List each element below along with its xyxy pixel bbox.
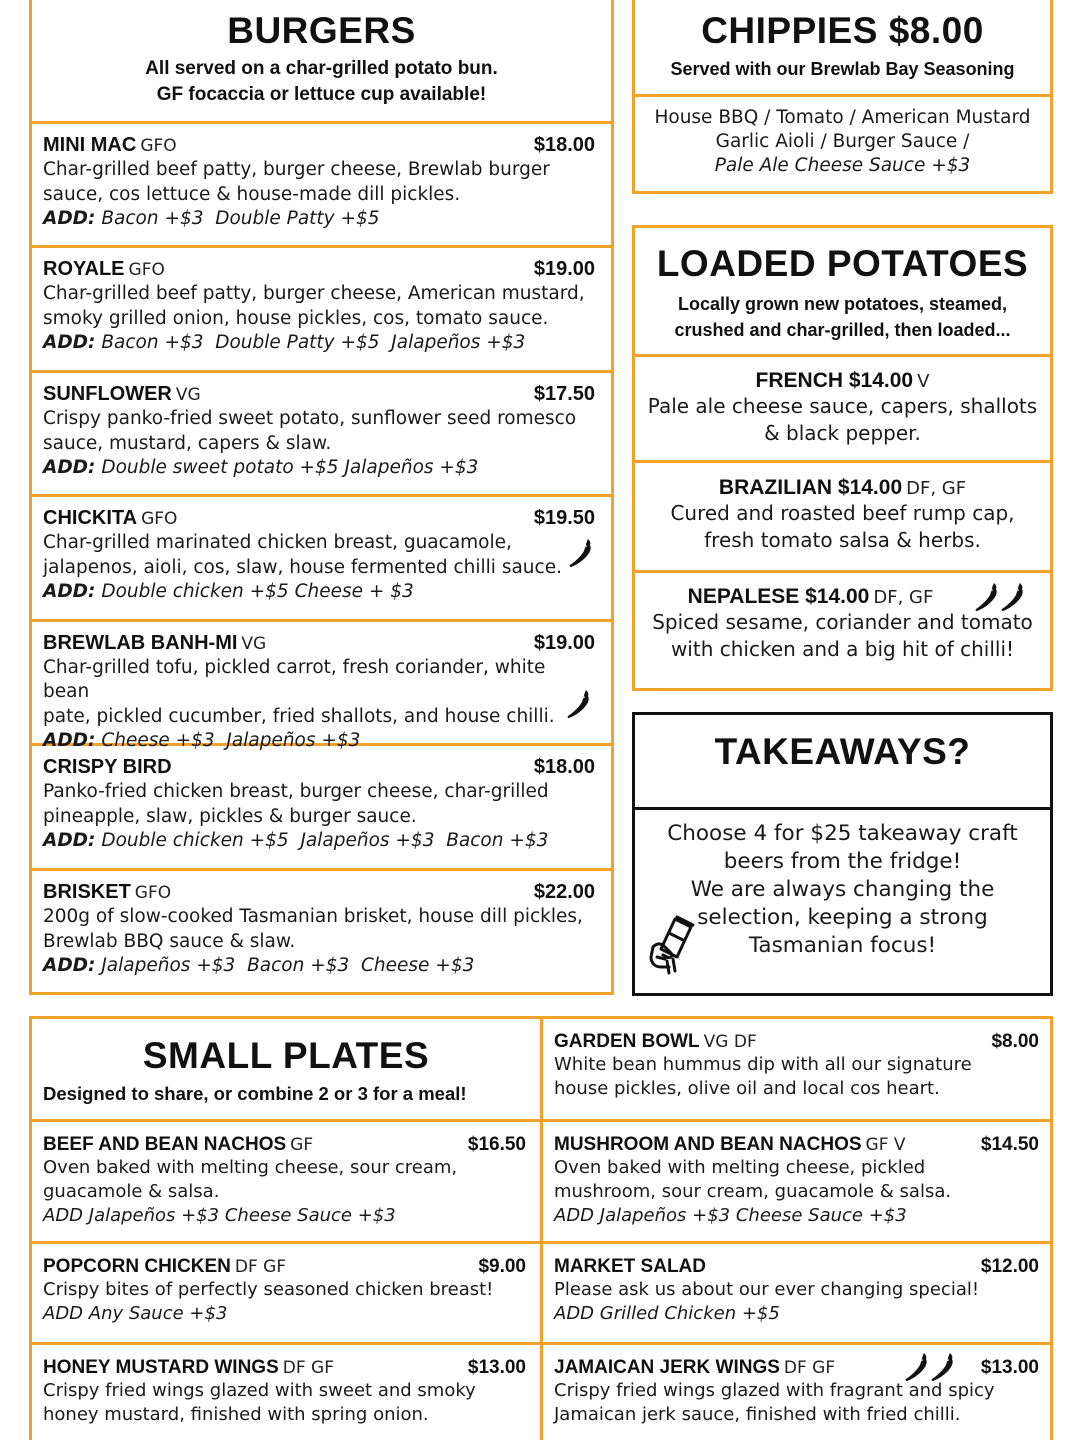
small-plates-subtitle: Designed to share, or combine 2 or 3 for a meal! (43, 1083, 467, 1104)
item-name: FRENCH $14.00 (755, 369, 914, 392)
takeaways-line-4: selection, keeping a strong (697, 905, 988, 930)
item-name: CRISPY BIRD (43, 756, 172, 778)
item-tag: GFO (141, 509, 178, 529)
item-name: MARKET SALAD (554, 1256, 706, 1277)
item-name: SUNFLOWER (43, 383, 172, 405)
chippies-section (632, 0, 1053, 194)
chili-icon (973, 581, 1001, 613)
item-tag: DF, GF (873, 587, 934, 608)
item-tag: VG DF (703, 1032, 757, 1052)
item-desc-1: Oven baked with melting cheese, sour cream, (43, 1157, 458, 1178)
item-desc-2: sauce, mustard, capers & slaw. (43, 433, 332, 454)
menu-item-brisket (32, 871, 611, 995)
item-tag: GFO (140, 136, 177, 156)
item-desc-2: smoky grilled onion, house pickles, cos, tomato sauce. (43, 308, 549, 329)
burgers-header (32, 0, 611, 124)
item-tag: GFO (128, 260, 165, 280)
item-desc-1: Pale ale cheese sauce, capers, shallots (647, 394, 1038, 418)
item-price: $16.50 (467, 1134, 526, 1155)
item-price: $13.00 (467, 1357, 526, 1378)
item-price: $8.00 (991, 1031, 1039, 1052)
item-desc-2: Brewlab BBQ sauce & slaw. (43, 931, 296, 952)
item-add: ADD: Jalapeños +$3 Bacon +$3 Cheese +$3 (43, 955, 475, 976)
item-desc-2: with chicken and a big hit of chilli! (670, 637, 1015, 661)
item-name: MINI MAC (43, 134, 137, 156)
item-desc-1: Char-grilled beef patty, burger cheese, Brewlab burger (43, 159, 550, 180)
menu-item-mini-mac (32, 124, 611, 248)
chippies-header (635, 0, 1050, 97)
chili-icon (565, 688, 593, 720)
loaded-subtitle-2: crushed and char-grilled, then loaded... (674, 320, 1011, 340)
item-desc-2: Jamaican jerk sauce, finished with fried chilli. (554, 1404, 961, 1425)
menu-item-beef-bean-nachos (32, 1122, 540, 1228)
menu-item-honey-mustard-wings (32, 1345, 540, 1427)
chippies-line-3: Pale Ale Cheese Sauce +$3 (714, 155, 971, 176)
item-price: $13.00 (980, 1357, 1039, 1378)
item-name: ROYALE (43, 258, 125, 280)
item-name: HONEY MUSTARD WINGS (43, 1357, 279, 1378)
item-name: MUSHROOM AND BEAN NACHOS (554, 1134, 862, 1155)
item-desc-1: Char-grilled beef patty, burger cheese, American mustard, (43, 283, 585, 304)
item-add: ADD Any Sauce +$3 (43, 1303, 228, 1324)
item-tag: DF GF (783, 1358, 836, 1378)
item-tag: VG (175, 385, 201, 405)
takeaways-line-3: We are always changing the (690, 877, 995, 902)
chippies-subtitle: Served with our Brewlab Bay Seasoning (670, 59, 1015, 79)
item-tag: GFO (134, 883, 172, 903)
chippies-line-2: Garlic Aioli / Burger Sauce / (715, 131, 970, 152)
potato-item-nepalese (635, 573, 1050, 688)
beer-can-hand-icon (647, 913, 703, 975)
menu-item-sunflower (32, 373, 611, 497)
item-add: ADD: Double chicken +$5 Jalapeños +$3 Bacon +$3 (43, 830, 549, 851)
item-desc-2: fresh tomato salsa & herbs. (704, 528, 981, 552)
item-price: $14.50 (980, 1134, 1039, 1155)
menu-item-brewlab-banh-mi (32, 622, 611, 751)
chippies-line-1: House BBQ / Tomato / American Mustard (654, 107, 1031, 128)
item-tag: GF V (865, 1135, 906, 1155)
item-name: BRISKET (43, 881, 131, 903)
chili-icon (929, 1351, 957, 1383)
item-desc-1: Crispy fried wings glazed with sweet and smoky (43, 1380, 476, 1401)
item-desc-2: jalapenos, aioli, cos, slaw, house fermented chilli sauce. (43, 557, 562, 578)
takeaways-line-2: beers from the fridge! (723, 849, 962, 874)
takeaways-section (632, 712, 1053, 996)
item-desc-1: Please ask us about our ever changing special! (554, 1279, 980, 1300)
item-add: ADD Grilled Chicken +$5 (554, 1303, 780, 1324)
small-plates-section (29, 1016, 1053, 1440)
item-price: $9.00 (478, 1256, 526, 1277)
item-tag: V (917, 371, 930, 392)
takeaways-line-1: Choose 4 for $25 takeaway craft (667, 821, 1018, 846)
item-desc-1: Crispy fried wings glazed with fragrant and spicy (554, 1380, 995, 1401)
item-desc-2: pineapple, slaw, pickles & burger sauce. (43, 806, 417, 827)
chili-icon (903, 1351, 931, 1383)
loaded-potatoes-section (632, 225, 1053, 691)
loaded-subtitle-1: Locally grown new potatoes, steamed, (677, 294, 1008, 314)
item-add: ADD: Double sweet potato +$5 Jalapeños +$3 (43, 457, 479, 478)
chippies-sauces (635, 106, 1050, 178)
item-desc-1: White bean hummus dip with all our signature (554, 1054, 972, 1075)
item-price: $12.00 (980, 1256, 1039, 1277)
item-add: ADD: Bacon +$3 Double Patty +$5 Jalapeños +$3 (43, 332, 526, 353)
loaded-title: LOADED POTATOES (656, 243, 1029, 284)
item-price: $17.50 (533, 383, 595, 405)
item-desc-2: & black pepper. (764, 421, 921, 445)
menu-item-jamaican-jerk-wings (543, 1345, 1053, 1427)
item-desc-1: Char-grilled tofu, pickled carrot, fresh coriander, white bean (43, 657, 546, 702)
menu-item-chickita (32, 497, 611, 622)
item-name: BREWLAB BANH-MI (43, 632, 238, 654)
menu-item-garden-bowl (543, 1019, 1053, 1101)
item-price: $19.00 (533, 258, 595, 280)
item-desc-1: Spiced sesame, coriander and tomato (652, 610, 1033, 634)
item-desc-2: pate, pickled cucumber, fried shallots, and house chilli. (43, 706, 555, 727)
item-name: GARDEN BOWL (554, 1031, 700, 1052)
item-add: ADD Jalapeños +$3 Cheese Sauce +$3 (554, 1205, 907, 1226)
item-desc-1: Cured and roasted beef rump cap, (670, 501, 1015, 525)
item-tag: VG (241, 634, 267, 654)
chippies-title: CHIPPIES $8.00 (701, 10, 984, 51)
item-desc-1: Panko-fried chicken breast, burger cheese, char-grilled (43, 781, 549, 802)
takeaways-header (635, 715, 1050, 810)
burgers-subtitle-1: All served on a char-grilled potato bun. (145, 58, 498, 79)
item-name: CHICKITA (43, 507, 138, 529)
item-name: POPCORN CHICKEN (43, 1256, 231, 1277)
item-name: JAMAICAN JERK WINGS (554, 1357, 780, 1378)
item-add: ADD: Bacon +$3 Double Patty +$5 (43, 208, 380, 229)
burgers-subtitle-2: GF focaccia or lettuce cup available! (156, 84, 487, 105)
item-desc-1: Crispy bites of perfectly seasoned chicken breast! (43, 1279, 494, 1300)
item-name: BRAZILIAN $14.00 (718, 476, 903, 499)
item-add: ADD: Double chicken +$5 Cheese + $3 (43, 581, 414, 602)
item-price: $22.00 (533, 881, 595, 903)
item-tag: DF GF (234, 1257, 287, 1277)
item-tag: DF, GF (906, 478, 967, 499)
item-price: $18.00 (533, 134, 595, 156)
item-price: $18.00 (533, 756, 595, 778)
item-name: NEPALESE $14.00 (687, 585, 870, 608)
takeaways-line-5: Tasmanian focus! (748, 933, 937, 958)
item-desc-1: Oven baked with melting cheese, pickled (554, 1157, 926, 1178)
item-desc-2: house pickles, olive oil and local cos heart. (554, 1078, 940, 1099)
menu-item-mushroom-bean-nachos (543, 1122, 1053, 1228)
menu-item-royale (32, 248, 611, 373)
menu-item-popcorn-chicken (32, 1244, 540, 1326)
loaded-header (635, 228, 1050, 357)
item-desc-2: guacamole & salsa. (43, 1181, 220, 1202)
item-price: $19.50 (533, 507, 595, 529)
item-add: ADD: Cheese +$3 Jalapeños +$3 (43, 730, 361, 751)
potato-item-french (635, 357, 1050, 463)
burgers-title: BURGERS (227, 10, 416, 51)
item-add: ADD Jalapeños +$3 Cheese Sauce +$3 (43, 1205, 396, 1226)
item-desc-1: Char-grilled marinated chicken breast, guacamole, (43, 532, 512, 553)
item-desc-1: 200g of slow-cooked Tasmanian brisket, house dill pickles, (43, 906, 583, 927)
potato-item-brazilian (635, 463, 1050, 573)
small-plates-header (32, 1019, 540, 1119)
item-desc-2: sauce, cos lettuce & house-made dill pickles. (43, 184, 461, 205)
item-desc-1: Crispy panko-fried sweet potato, sunflower seed romesco (43, 408, 577, 429)
burgers-section (29, 0, 614, 995)
small-plates-title: SMALL PLATES (142, 1035, 430, 1076)
takeaways-title: TAKEAWAYS? (714, 731, 971, 772)
item-desc-2: mushroom, sour cream, guacamole & salsa. (554, 1181, 952, 1202)
item-price: $19.00 (533, 632, 595, 654)
item-name: BEEF AND BEAN NACHOS (43, 1134, 287, 1155)
item-tag: DF GF (282, 1358, 334, 1378)
chili-icon (567, 537, 595, 569)
item-desc-2: honey mustard, finished with spring onion. (43, 1404, 429, 1425)
menu-item-crispy-bird (32, 746, 611, 871)
item-tag: GF (290, 1135, 314, 1155)
menu-item-market-salad (543, 1244, 1053, 1326)
chili-icon (999, 581, 1027, 613)
